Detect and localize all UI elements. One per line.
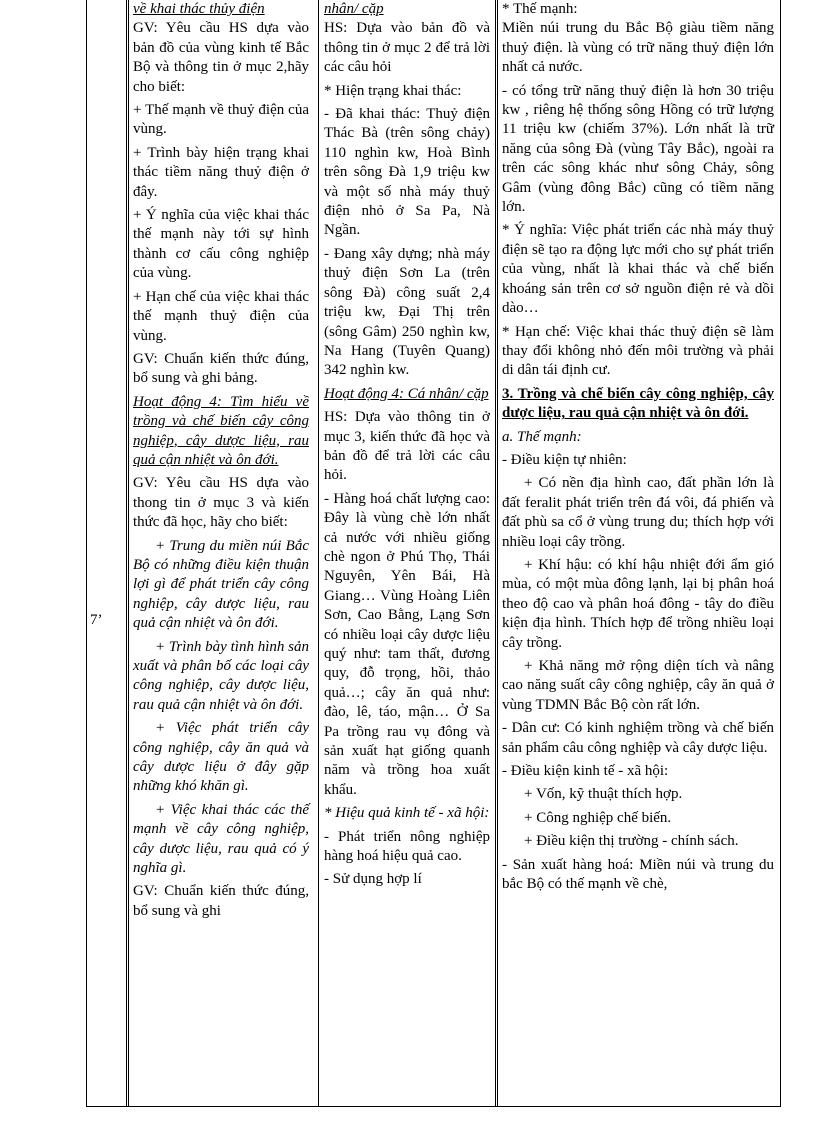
paragraph: GV: Yêu cầu HS dựa vào bản đồ của vùng kinh tế Bắc Bộ và thông tin ở mục 2,hãy cho biết: [133,20,309,95]
paragraph: + Vốn, kỹ thuật thích hợp. [524,786,683,803]
column-divider-teacher [318,0,319,1106]
column-divider-time [126,0,129,1106]
table-right-border [780,0,781,1106]
paragraph: + Có nền địa hình cao, đất phần lớn là đất feralit phát triển trên đá vôi, đá phiến và đất phù sa cổ ở vùng trung du; thích hợp với nhiều loại cây trồng. [502,475,774,550]
paragraph: GV: Yêu cầu HS dựa vào thong tin ở mục 3 và kiến thức đã học, hãy cho biết: [133,475,309,531]
teacher-activity-column [133,0,309,921]
paragraph: + Thế mạnh về thuỷ điện của vùng. [133,102,309,138]
paragraph: + Việc phát triển cây công nghiệp, cây ăn quả và cây dược liệu ở đây gặp những khó khăn gì. [133,720,309,795]
paragraph: Hoạt động 4: Tìm hiểu về trồng và chế biến cây công nghiệp, cây dược liệu, rau quả cận nhiệt và ôn đới. [133,393,309,468]
paragraph: Hoạt động 4: Cá nhân/ cặp [324,385,489,402]
paragraph: về khai thác thủy điện [133,1,265,17]
column-divider-student [495,0,498,1106]
paragraph: * Hiệu quả kinh tế - xã hội: [324,805,490,822]
paragraph: - Đã khai thác: Thuỷ điện Thác Bà (trên sông chảy) 110 nghìn kw, Hoà Bình trên sông Đà 1,9 triệu kw và một số nhà máy thuỷ điện nhỏ ở Sa Pa, Nà Ngần. [324,106,490,239]
paragraph: - Hàng hoá chất lượng cao: Đây là vùng chè lớn nhất cả nước với nhiều giống chè ngon ở Phú Thọ, Thái Nguyên, Yên Bái, Hà Giang… Vùng Hoàng Liên Sơn, Cao Bằng, Lạng Sơn có nhiều loại cây dược liệu quý như: tam thất, đương quy, đỗ trọng, hồi, thảo quả…; cây ăn quả như: đào, lê, táo, mận… Ở Sa Pa trồng rau vụ đông và sản xuất hạt giống quanh năm và trồng hoa xuất khẩu. [324,490,490,798]
paragraph: + Trình bày hiện trạng khai thác tiềm năng thuỷ điện ở đây. [133,144,309,200]
content-column [502,0,774,894]
paragraph: a. Thế mạnh: [502,428,582,445]
paragraph: + Ý nghĩa của việc khai thác thế mạnh này tới sự hình thành cơ cấu công nghiệp của vùng. [133,207,309,282]
paragraph: + Khả năng mở rộng diện tích và nâng cao năng suất cây công nghiệp, cây ăn quả ở vùng TDMN Bắc Bộ còn rất lớn. [502,658,774,713]
paragraph: - Sản xuất hàng hoá: Miền núi và trung du bắc Bộ có thế mạnh về chè, [502,856,774,893]
paragraph: GV: Chuẩn kiến thức đúng, bổ sung và ghi [133,883,309,919]
paragraph: * Hiện trạng khai thác: [324,82,462,99]
paragraph: - Điều kiện tự nhiên: [502,451,627,468]
paragraph: 3. Trồng và chế biến cây công nghiệp, cây dược liệu, rau quả cận nhiệt và ôn đới. [502,385,774,422]
paragraph: + Công nghiệp chế biến. [524,809,672,826]
paragraph: HS: Dựa vào thông tin ở mục 3, kiến thức đã học và bản đồ để trả lời các câu hỏi. [324,409,490,484]
paragraph: - Phát triển nông nghiệp hàng hoá hiệu quả cao. [324,828,490,865]
paragraph: + Khí hậu: có khí hậu nhiệt đới ẩm gió mùa, có một mùa đông lạnh, lại bị phân hoá theo độ cao và phân hoá đông - tây do điều kiện địa hình. Thích hợp để trồng nhiều loại cây trồng. [502,556,774,651]
student-activity-column [324,0,490,890]
paragraph: * Thế mạnh: [502,1,578,17]
paragraph: - Đang xây dựng; nhà máy thuỷ điện Sơn La (trên sông Đà) công suất 2,4 triệu kw, Đại Thị trên (sông Gâm) 250 nghìn kw, Na Hang (Tuyên Quang) 342 nghìn kw. [324,245,490,379]
paragraph: + Điều kiện thị trường - chính sách. [524,833,739,850]
paragraph: nhân/ cặp [324,1,384,17]
paragraph: - có tổng trữ năng thuỷ điện là hơn 30 triệu kw , riêng hệ thống sông Hồng có trữ lượng 11 triệu kw (chiếm 37%). Lớn nhất là trữ năng của sông Đà (vùng Tây Bắc), ngoài ra trên các sông khác như sông Chảy, sông Gâm (vùng đông Bắc) cũng có tiềm năng lớn. [502,82,774,216]
paragraph: Miền núi trung du Bắc Bộ giàu tiềm năng thuỷ điện. là vùng có trữ năng thuỷ điện lớn nhất cả nước. [502,20,774,76]
paragraph: + Việc khai thác các thế mạnh về cây công nghiệp, cây dược liệu, rau quả có ý nghĩa gì. [133,801,309,877]
paragraph: + Hạn chế của việc khai thác thế mạnh thuỷ điện của vùng. [133,288,309,344]
paragraph: - Sử dụng hợp lí [324,871,422,888]
time-cell: 7’ [90,612,103,628]
paragraph: * Hạn chế: Việc khai thác thuỷ điện sẽ làm thay đổi không nhỏ đến môi trường và phải di dân tái định cư. [502,323,774,379]
paragraph: * Ý nghĩa: Việc phát triển các nhà máy thuỷ điện sẽ tạo ra động lực mới cho sự phát triển của vùng, nhất là khai thác và chế biến khoáng sản trên cơ sở nguồn điện rẻ và dồi dào… [502,222,774,317]
paragraph: + Trung du miền núi Bắc Bộ có những điều kiện thuận lợi gì để phát triển cây công nghiệp, cây dược liệu, rau quả cận nhiệt và ôn đới. [133,537,309,632]
paragraph: - Dân cư: Có kinh nghiệm trồng và chế biến sản phẩm câu công nghiệp và cây dược liệu. [502,720,774,756]
paragraph: + Trình bày tình hình sản xuất và phân bố các loại cây công nghiệp, cây dược liệu, rau quả cận nhiệt và ôn đới. [133,638,309,713]
paragraph: - Điều kiện kinh tế - xã hội: [502,763,669,780]
paragraph: GV: Chuẩn kiến thức đúng, bổ sung và ghi bảng. [133,350,309,387]
paragraph: HS: Dựa vào bản đồ và thông tin ở mục 2 để trả lời các câu hỏi [324,20,490,76]
